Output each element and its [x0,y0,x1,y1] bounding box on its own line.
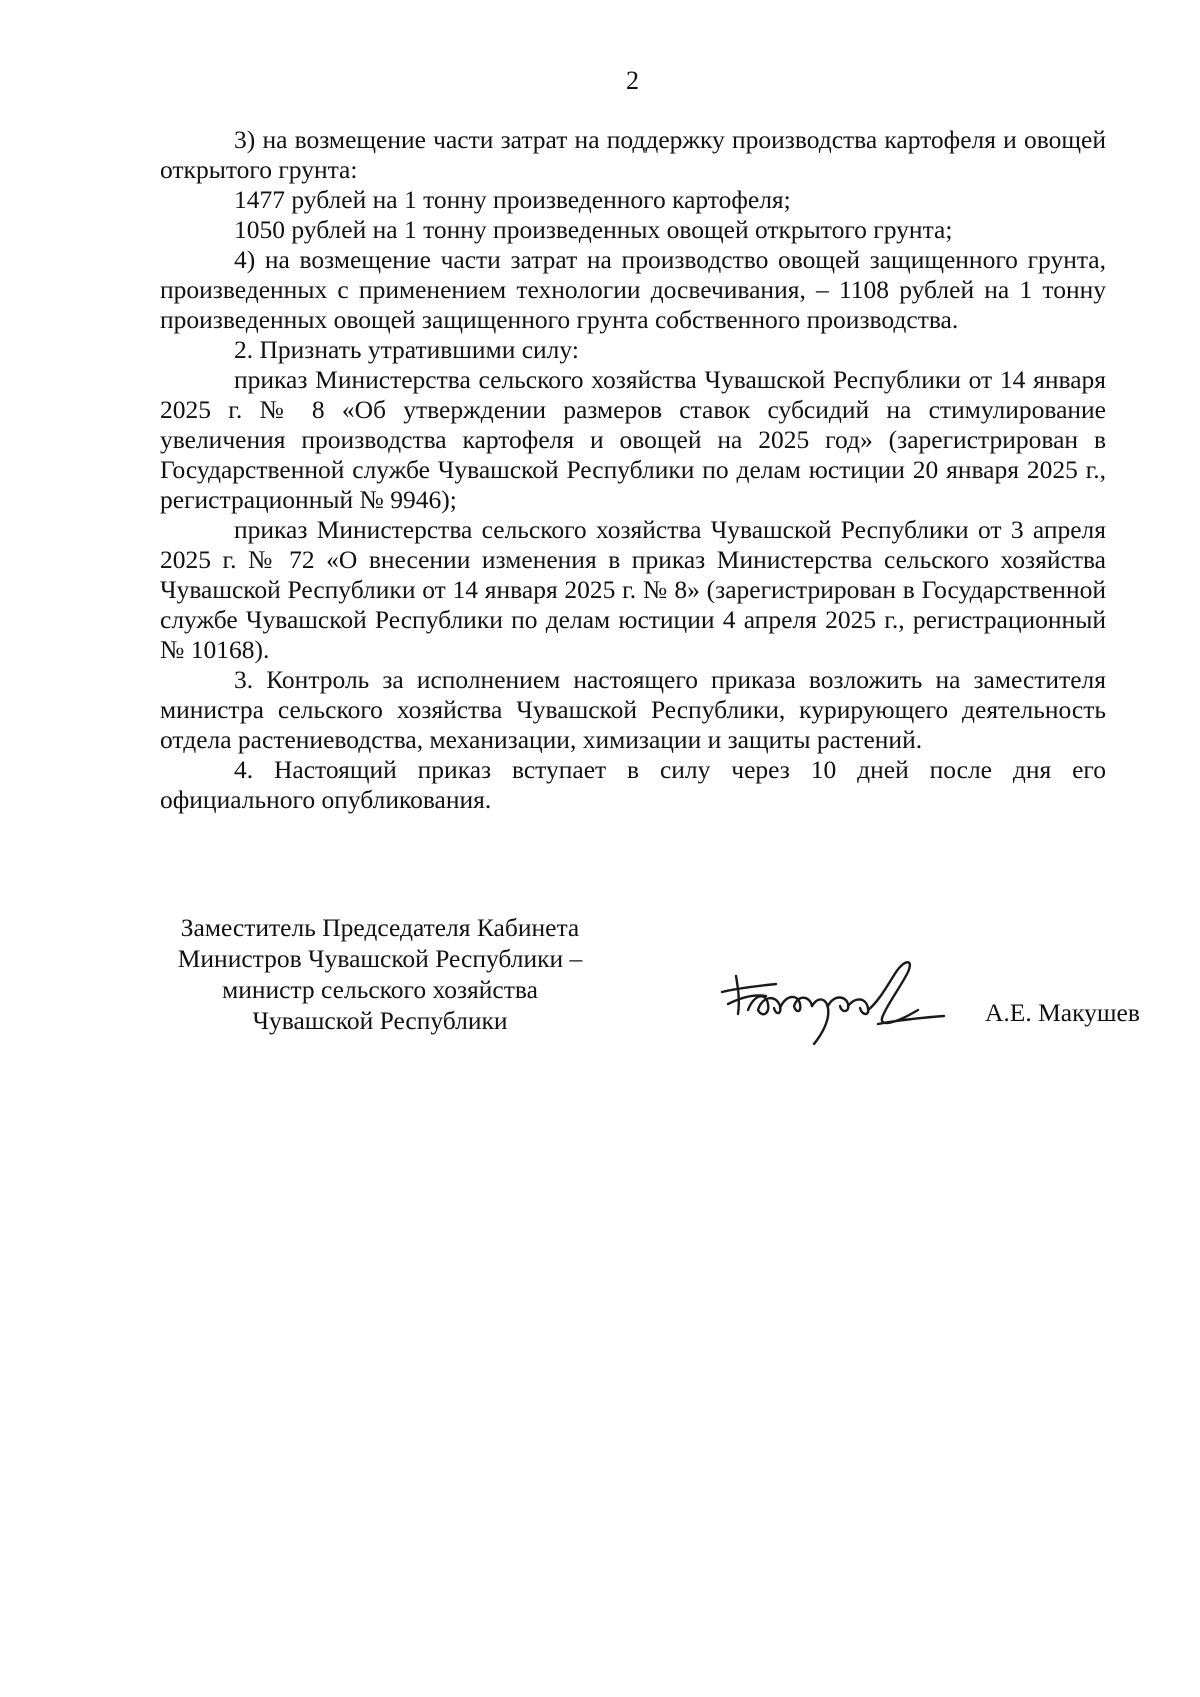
signatory-position [140,912,620,1036]
handwritten-signature [718,948,958,1048]
position-line: Министров Чувашской Республики – [177,944,583,973]
page-number: 2 [626,66,639,95]
paragraph-section-2: 2. Признать утратившими силу: [234,335,579,364]
paragraph-repealed-order-1: приказ Министерства сельского хозяйства Чувашской Республики от 14 января 2025 г. № 8 «Об утверждении размеров ставок субсидий на стимулирование увеличения производства картофеля и овощей на 2025 год» (зарегистрирован в Государственной службе Чувашской Республики по делам юстиции 20 января 2025 г., регистрационный № 9946); [160,365,1106,514]
paragraph-item-4: 4) на возмещение части затрат на производство овощей защищенного грунта, произведенных с применением технологии досвечивания, – 1108 рублей на 1 тонну произведенных овощей защищенного грунта собственного производства. [160,245,1106,334]
paragraph-repealed-order-2: приказ Министерства сельского хозяйства Чувашской Республики от 3 апреля 2025 г. № 72 «О внесении изменения в приказ Министерства сельского хозяйства Чувашской Республики от 14 января 2025 г. № 8» (зарегистрирован в Государственной службе Чувашской Республики по делам юстиции 4 апреля 2025 г., регистрационный № 10168). [160,515,1106,664]
paragraph-potato-rate: 1477 рублей на 1 тонну произведенного картофеля; [234,185,791,214]
signer-name: А.Е. Макушев [985,998,1140,1027]
position-line: министр сельского хозяйства [222,975,538,1004]
document-body [160,125,1106,815]
paragraph-vegetables-rate: 1050 рублей на 1 тонну произведенных овощей открытого грунта; [234,215,953,244]
paragraph-item-3: 3) на возмещение части затрат на поддержку производства картофеля и овощей открытого грунта: [160,125,1106,184]
position-line: Чувашской Республики [252,1006,508,1035]
paragraph-section-3: 3. Контроль за исполнением настоящего приказа возложить на заместителя министра сельского хозяйства Чувашской Республики, курирующего деятельность отдела растениеводства, механизации, химизации и защиты растений. [160,665,1106,754]
position-line: Заместитель Председателя Кабинета [180,913,580,942]
paragraph-section-4: 4. Настоящий приказ вступает в силу через 10 дней после дня его официального опубликования. [160,755,1106,814]
